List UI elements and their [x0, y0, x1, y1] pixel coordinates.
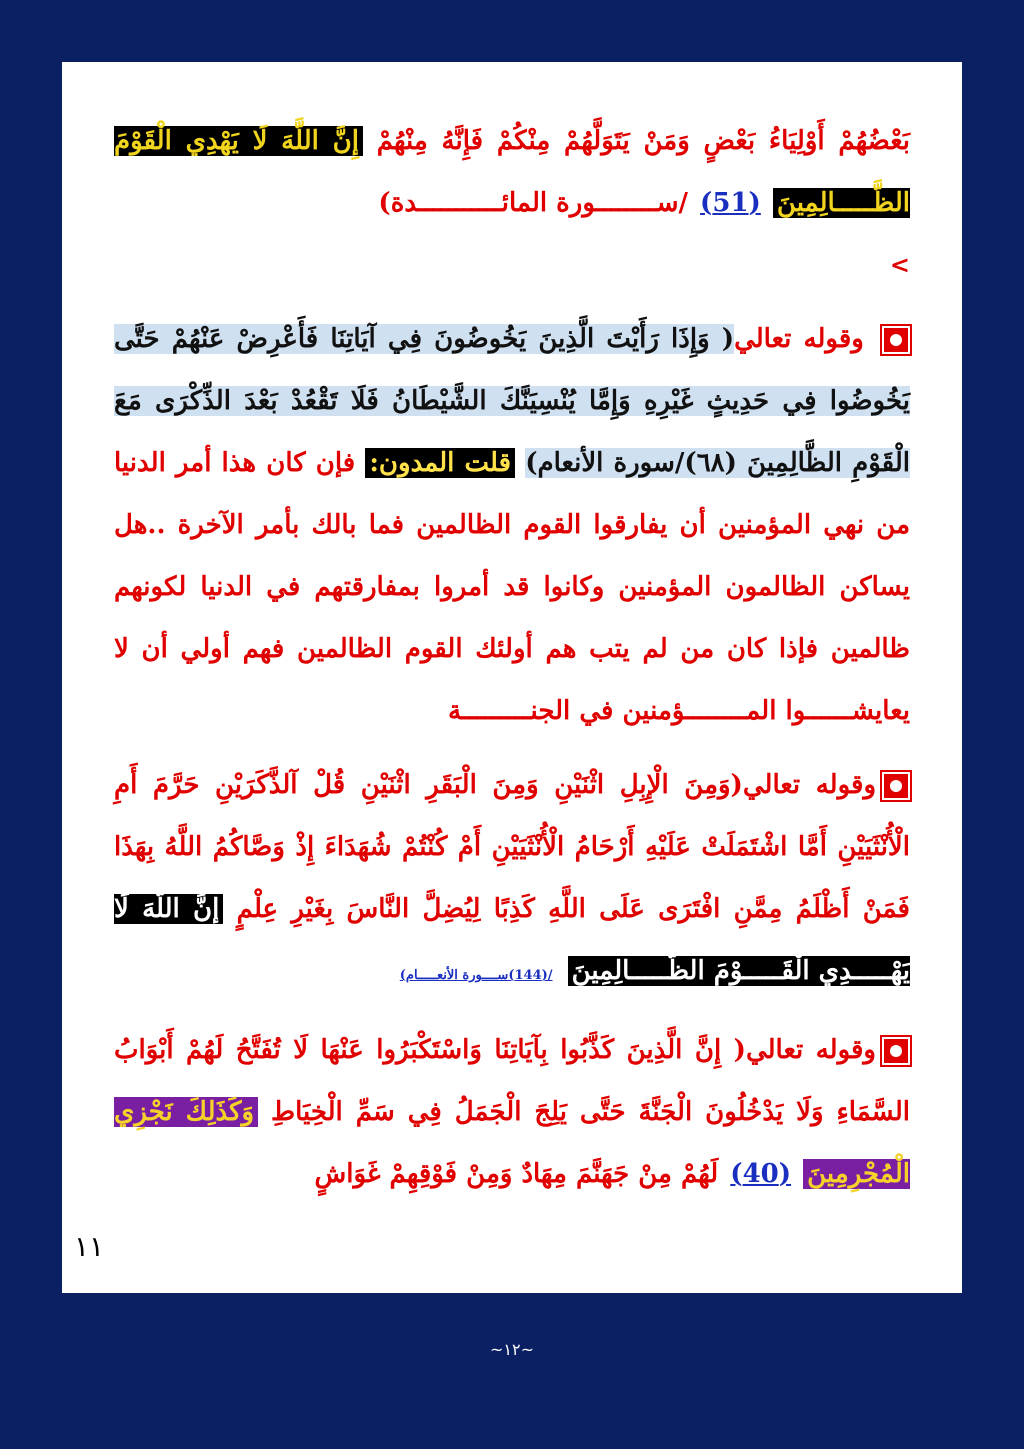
bullet-icon — [882, 326, 910, 354]
page-sheet — [62, 62, 962, 1293]
inner-page-number: ١١ — [74, 1230, 105, 1263]
page-content — [114, 110, 910, 1205]
highlight-verse: إِنَّ اللَّهَ لَا يَهْدِي الْقَوْمَ الظَّـــــالِمِينَ — [114, 126, 910, 218]
intro-text: وقوله تعالي — [742, 770, 877, 800]
footer-page-number: ~١٢~ — [490, 1340, 534, 1359]
highlight-verse: ( وَإِذَا رَأَيْتَ الَّذِينَ يَخُوضُونَ فِي آيَاتِنَا فَأَعْرِضْ عَنْهُمْ حَتَّى يَخُوضُوا فِي حَدِيثٍ غَيْرِهِ وَإِمَّا يُنْسِيَنَّكَ الشَّيْطَانُ فَلَا تَقْعُدْ بَعْدَ الذِّكْرَى مَعَ الْقَوْمِ الظَّالِمِينَ (٦٨)/سورة الأنعام) — [114, 324, 910, 478]
paragraph-maidah — [114, 110, 910, 296]
verse-number: (40) — [730, 1159, 792, 1189]
paragraph-anam-144 — [114, 754, 910, 1007]
bullet-icon — [882, 772, 910, 800]
verse-text: (وَمِنَ الْإِبِلِ اثْنَيْنِ وَمِنَ الْبَقَرِ اثْنَيْنِ قُلْ آلذَّكَرَيْنِ حَرَّمَ أَمِ الْأُنْثَيَيْنِ أَمَّا اشْتَمَلَتْ عَلَيْهِ أَرْحَامُ الْأُنْثَيَيْنِ أَمْ كُنْتُمْ شُهَدَاءَ إِذْ وَصَّاكُمُ اللَّهُ بِهَذَا فَمَنْ أَظْلَمُ مِمَّنِ افْتَرَى عَلَى اللَّهِ كَذِبًا لِيُضِلَّ النَّاسَ بِغَيْرِ عِلْمٍ — [114, 770, 910, 924]
intro-text: وقوله تعالي — [734, 324, 864, 354]
commentary-text: فإن كان هذا أمر الدنيا من نهي المؤمنين أن يفارقوا القوم الظالمين فما بالك بأمر الآخرة ..هل يساكن الظالمون المؤمنين وكانوا قد أمروا بمفارقتهم في الدنيا لكونهم ظالمين فإذا كان من لم يتب هم أولئك القوم الظالمين فهم أولي أن لا يعايشــــــوا المــــــــؤمنين في الجنـــــــــة — [114, 448, 910, 726]
highlight-verse: وَكَذَلِكَ نَجْزِي الْمُجْرِمِينَ — [114, 1097, 910, 1189]
arrow-mark: > — [889, 250, 910, 279]
sura-reference: /(144)ســــورة الأنعـــــام) — [399, 968, 553, 983]
verse-text: لَهُمْ مِنْ جَهَنَّمَ مِهَادٌ وَمِنْ فَوْقِهِمْ غَوَاشٍ — [314, 1159, 719, 1189]
author-note-label: قلت المدون: — [365, 448, 515, 478]
intro-text: وقوله تعالي — [745, 1035, 876, 1065]
verse-number: (51) — [700, 188, 761, 218]
paragraph-anam-68 — [114, 308, 910, 742]
highlight-verse: إِنَّ اللَّهَ لَا يَهْـــــدِي الْقَـــــوْمَ الظَّـــــالِمِينَ — [114, 894, 910, 986]
bullet-icon — [882, 1037, 910, 1065]
verse-text: بَعْضُهُمْ أَوْلِيَاءُ بَعْضٍ وَمَنْ يَتَوَلَّهُمْ مِنْكُمْ فَإِنَّهُ مِنْهُمْ — [362, 126, 910, 156]
sura-reference: /ســــــــورة المائـــــــــــدة) — [378, 188, 688, 218]
verse-text: ( إِنَّ الَّذِينَ كَذَّبُوا بِآيَاتِنَا وَاسْتَكْبَرُوا عَنْهَا لَا تُفَتَّحُ لَهُمْ أَبْوَابُ السَّمَاءِ وَلَا يَدْخُلُونَ الْجَنَّةَ حَتَّى يَلِجَ الْجَمَلُ فِي سَمِّ الْخِيَاطِ — [114, 1035, 910, 1127]
paragraph-araf-40 — [114, 1019, 910, 1205]
